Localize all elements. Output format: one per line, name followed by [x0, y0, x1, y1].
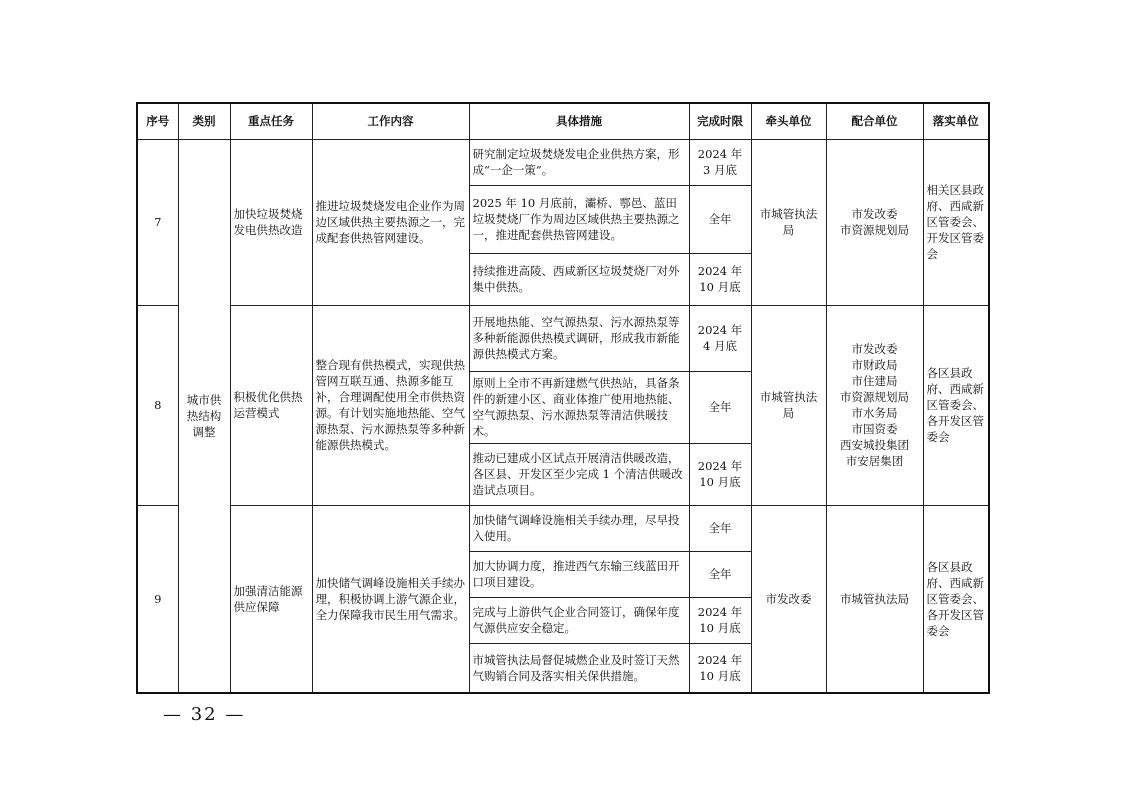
row-number: 7 [137, 139, 178, 305]
work-plan-table [136, 102, 990, 694]
deadline: 2024 年 10 月底 [689, 443, 751, 505]
coop-unit: 市发改委 市财政局 市住建局 市资源规划局 市水务局 市国资委 西安城投集团 市安居集团 [826, 305, 923, 505]
measure-text: 市城管执法局督促城燃企业及时签订天然气购销合同及落实相关保供措施。 [469, 643, 689, 693]
category-cell: 城市供热结构调整 [178, 139, 230, 693]
measure-text: 加快储气调峰设施相关手续办理，尽早投入使用。 [469, 505, 689, 551]
header-content: 工作内容 [312, 103, 469, 139]
deadline: 2024 年 10 月底 [689, 253, 751, 305]
deadline: 2024 年 10 月底 [689, 643, 751, 693]
table-row [137, 505, 989, 551]
impl-unit: 各区县政府、西咸新区管委会、各开发区管委会 [923, 305, 989, 505]
impl-unit: 相关区县政府、西咸新区管委会、开发区管委会 [923, 139, 989, 305]
header-measures: 具体措施 [469, 103, 689, 139]
header-deadline: 完成时限 [689, 103, 751, 139]
key-task: 加强清洁能源供应保障 [230, 505, 312, 693]
measure-text: 完成与上游供气企业合同签订，确保年度气源供应安全稳定。 [469, 597, 689, 643]
measure-text: 推动已建成小区试点开展清洁供暖改造，各区县、开发区至少完成 1 个清洁供暖改造试点项目。 [469, 443, 689, 505]
table-row [137, 305, 989, 371]
measure-text: 原则上全市不再新建燃气供热站，具备条件的新建小区、商业体推广使用地热能、空气源热泵、污水源热泵等清洁供暖技术。 [469, 371, 689, 443]
header-task: 重点任务 [230, 103, 312, 139]
page-number: — 32 — [163, 704, 246, 725]
measure-text: 2025 年 10 月底前，灞桥、鄠邑、蓝田垃圾焚烧厂作为周边区域供热主要热源之一，推进配套供热管网建设。 [469, 185, 689, 253]
deadline: 全年 [689, 551, 751, 597]
deadline: 全年 [689, 371, 751, 443]
deadline: 2024 年 10 月底 [689, 597, 751, 643]
lead-unit: 市城管执法局 [751, 305, 826, 505]
deadline: 2024 年 3 月底 [689, 139, 751, 185]
lead-unit: 市城管执法局 [751, 139, 826, 305]
key-task: 积极优化供热运营模式 [230, 305, 312, 505]
header-coop-unit: 配合单位 [826, 103, 923, 139]
deadline: 全年 [689, 185, 751, 253]
measure-text: 开展地热能、空气源热泵、污水源热泵等多种新能源供热模式调研，形成我市新能源供热模式方案。 [469, 305, 689, 371]
lead-unit: 市发改委 [751, 505, 826, 693]
table-row [137, 139, 989, 185]
header-category: 类别 [178, 103, 230, 139]
work-content: 推进垃圾焚烧发电企业作为周边区域供热主要热源之一，完成配套供热管网建设。 [312, 139, 469, 305]
deadline: 2024 年 4 月底 [689, 305, 751, 371]
measure-text: 加大协调力度，推进西气东输三线蓝田开口项目建设。 [469, 551, 689, 597]
deadline: 全年 [689, 505, 751, 551]
header-lead-unit: 牵头单位 [751, 103, 826, 139]
header-impl-unit: 落实单位 [923, 103, 989, 139]
coop-unit: 市发改委 市资源规划局 [826, 139, 923, 305]
work-content: 整合现有供热模式，实现供热管网互联互通、热源多能互补，合理调配使用全市供热资源。有计划实施地热能、空气源热泵、污水源热泵等多种新能源供热模式。 [312, 305, 469, 505]
row-number: 8 [137, 305, 178, 505]
impl-unit: 各区县政府、西咸新区管委会、各开发区管委会 [923, 505, 989, 693]
table-header-row [137, 103, 989, 139]
coop-unit: 市城管执法局 [826, 505, 923, 693]
measure-text: 持续推进高陵、西咸新区垃圾焚烧厂对外集中供热。 [469, 253, 689, 305]
measure-text: 研究制定垃圾焚烧发电企业供热方案，形成“一企一策”。 [469, 139, 689, 185]
header-no: 序号 [137, 103, 178, 139]
key-task: 加快垃圾焚烧发电供热改造 [230, 139, 312, 305]
row-number: 9 [137, 505, 178, 693]
work-content: 加快储气调峰设施相关手续办理，积极协调上游气源企业，全力保障我市民生用气需求。 [312, 505, 469, 693]
